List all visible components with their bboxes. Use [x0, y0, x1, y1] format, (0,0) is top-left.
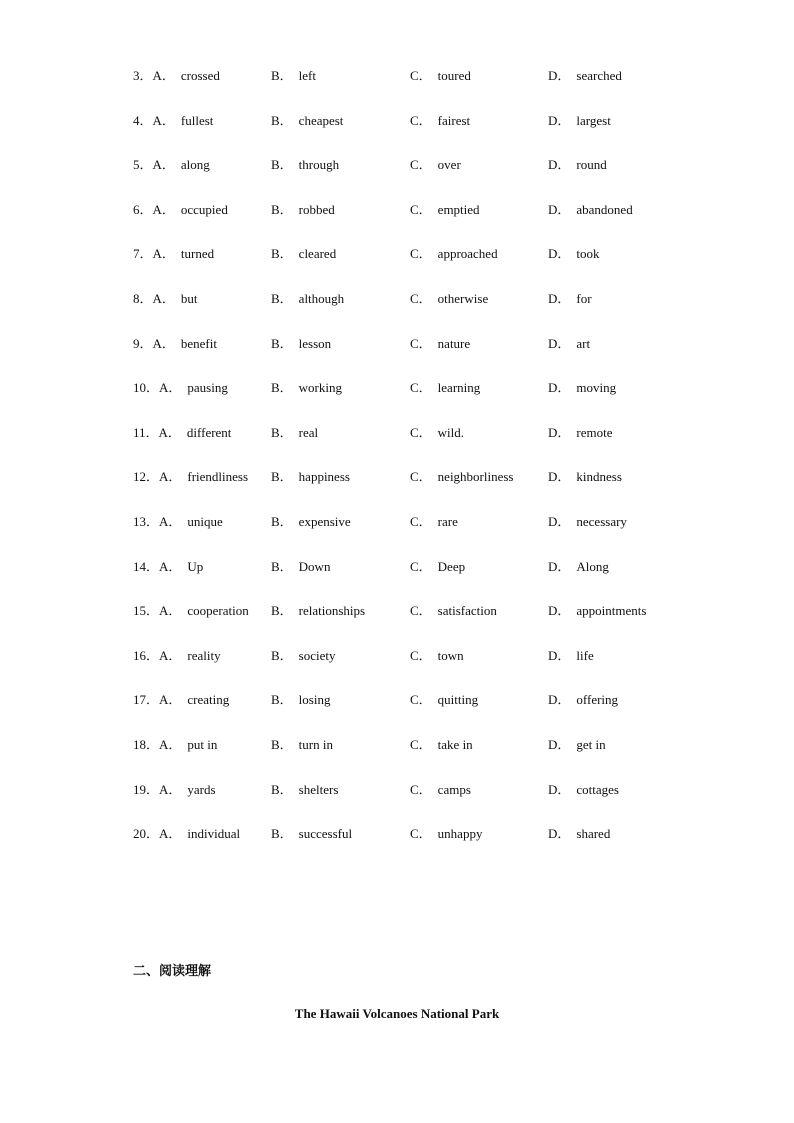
- option-a-text: along: [180, 157, 210, 173]
- section-heading: 二、阅读理解: [133, 964, 212, 979]
- option-c-label: C．: [410, 112, 432, 128]
- question-row: [133, 780, 753, 825]
- option-a: [133, 512, 223, 532]
- option-c-text: over: [437, 157, 461, 173]
- option-c-text: toured: [437, 68, 471, 83]
- option-b-text: happiness: [298, 469, 350, 485]
- option-a: [133, 824, 240, 844]
- option-d: [548, 378, 616, 398]
- option-d: [548, 690, 618, 710]
- question-row: [133, 646, 753, 691]
- option-d-label: D．: [548, 781, 571, 797]
- option-d: [548, 780, 619, 800]
- option-b-label: B．: [271, 736, 293, 752]
- option-b-label: B．: [271, 603, 293, 619]
- option-c: [410, 423, 464, 443]
- option-b-text: Down: [298, 558, 331, 574]
- option-b-label: B．: [271, 692, 293, 708]
- option-c-text: learning: [437, 380, 481, 396]
- option-b-text: shelters: [298, 781, 339, 797]
- question-row: [133, 289, 753, 334]
- option-a: [133, 289, 198, 309]
- option-a: [133, 601, 249, 621]
- option-b: [271, 690, 330, 710]
- option-a-text: yards: [187, 781, 216, 797]
- option-d-label: D．: [548, 290, 571, 306]
- option-b: [271, 423, 318, 443]
- option-b: [271, 111, 343, 131]
- option-a-label: 6．A．: [133, 201, 175, 217]
- option-a-label: 3．A．: [133, 68, 175, 83]
- option-b-text: losing: [298, 692, 331, 708]
- option-d: [548, 66, 622, 86]
- option-a-label: 13．A．: [133, 513, 182, 529]
- option-b-label: B．: [271, 112, 293, 128]
- option-d-text: searched: [576, 68, 622, 83]
- option-b-text: expensive: [298, 513, 351, 529]
- option-c: [410, 155, 461, 175]
- option-a-label: 12．A．: [133, 469, 182, 485]
- option-c-label: C．: [410, 736, 432, 752]
- option-b: [271, 824, 352, 844]
- option-c: [410, 780, 471, 800]
- option-d-text: offering: [576, 692, 619, 708]
- option-c: [410, 467, 514, 487]
- option-d-label: D．: [548, 558, 571, 574]
- option-b-label: B．: [271, 424, 293, 440]
- option-d-label: D．: [548, 424, 571, 440]
- option-b-text: cleared: [298, 246, 337, 262]
- option-a-label: 18．A．: [133, 736, 182, 752]
- option-c-text: wild.: [437, 424, 465, 440]
- option-b-label: B．: [271, 290, 293, 306]
- option-c: [410, 244, 498, 264]
- option-d-text: took: [576, 246, 600, 262]
- option-a-label: 17．A．: [133, 692, 182, 708]
- option-d-text: round: [576, 157, 607, 173]
- option-b-text: relationships: [298, 603, 366, 619]
- option-c-text: unhappy: [437, 826, 483, 842]
- option-c-label: C．: [410, 68, 432, 83]
- option-a-label: 7．A．: [133, 246, 175, 262]
- option-a: [133, 423, 231, 443]
- option-d: [548, 111, 611, 131]
- option-c-text: fairest: [437, 112, 471, 128]
- option-c: [410, 824, 482, 844]
- option-b-text: left: [298, 68, 316, 83]
- option-c-label: C．: [410, 157, 432, 173]
- option-c-label: C．: [410, 201, 432, 217]
- question-row: [133, 601, 753, 646]
- option-a-label: 19．A．: [133, 781, 182, 797]
- option-d: [548, 646, 594, 666]
- option-d: [548, 423, 612, 443]
- option-a: [133, 334, 217, 354]
- option-d: [548, 289, 592, 309]
- option-d-label: D．: [548, 692, 571, 708]
- option-d-text: cottages: [576, 781, 619, 797]
- option-c-label: C．: [410, 603, 432, 619]
- option-b: [271, 646, 336, 666]
- option-b-text: successful: [298, 826, 353, 842]
- question-row: [133, 423, 753, 468]
- option-d: [548, 334, 590, 354]
- option-a: [133, 467, 248, 487]
- option-a-label: 5．A．: [133, 157, 175, 173]
- option-c: [410, 378, 480, 398]
- option-a-label: 8．A．: [133, 290, 175, 306]
- option-a-text: fullest: [180, 112, 214, 128]
- option-b: [271, 512, 351, 532]
- option-d-label: D．: [548, 335, 571, 351]
- question-row: [133, 244, 753, 289]
- option-d: [548, 467, 622, 487]
- option-c: [410, 646, 464, 666]
- option-c-text: otherwise: [437, 290, 489, 306]
- question-row: [133, 378, 753, 423]
- option-b: [271, 557, 330, 577]
- option-c-label: C．: [410, 781, 432, 797]
- option-c: [410, 512, 458, 532]
- option-c-text: emptied: [437, 201, 480, 217]
- option-c-text: satisfaction: [437, 603, 497, 619]
- option-b-text: real: [298, 424, 319, 440]
- option-d: [548, 824, 610, 844]
- option-a-label: 10．A．: [133, 380, 182, 396]
- option-d-text: for: [576, 290, 592, 306]
- option-a-label: 9．A．: [133, 335, 175, 351]
- option-c-label: C．: [410, 469, 432, 485]
- option-c-label: C．: [410, 692, 432, 708]
- option-d-text: life: [576, 647, 594, 663]
- question-row: [133, 467, 753, 512]
- option-d-label: D．: [548, 157, 571, 173]
- question-row: [133, 111, 753, 156]
- option-d-text: largest: [576, 112, 611, 128]
- option-a-text: occupied: [180, 201, 228, 217]
- option-b: [271, 289, 344, 309]
- option-d-label: D．: [548, 380, 571, 396]
- option-b-label: B．: [271, 558, 293, 574]
- option-d: [548, 735, 606, 755]
- option-b: [271, 378, 342, 398]
- question-row: [133, 200, 753, 245]
- option-b-label: B．: [271, 513, 293, 529]
- option-d-label: D．: [548, 68, 571, 83]
- option-a-text: Up: [187, 558, 204, 574]
- option-a: [133, 557, 203, 577]
- option-c-label: C．: [410, 290, 432, 306]
- option-b-label: B．: [271, 201, 293, 217]
- option-a-label: 11．A．: [133, 424, 181, 440]
- option-c-text: town: [437, 647, 464, 663]
- option-d-text: moving: [576, 380, 617, 396]
- option-d: [548, 200, 633, 220]
- option-b-text: although: [298, 290, 345, 306]
- question-row: [133, 512, 753, 557]
- option-d-label: D．: [548, 603, 571, 619]
- option-c-text: neighborliness: [437, 469, 514, 485]
- option-a-label: 14．A．: [133, 558, 182, 574]
- option-c-text: quitting: [437, 692, 479, 708]
- option-d-label: D．: [548, 647, 571, 663]
- option-a-text: but: [180, 290, 198, 306]
- option-b: [271, 66, 316, 86]
- option-c-label: C．: [410, 826, 432, 842]
- option-b: [271, 467, 350, 487]
- option-c-text: camps: [437, 781, 471, 797]
- option-a-text: creating: [187, 692, 230, 708]
- option-b-label: B．: [271, 68, 293, 83]
- option-a-text: crossed: [180, 68, 220, 83]
- option-d-text: Along: [576, 558, 609, 574]
- option-d-label: D．: [548, 826, 571, 842]
- option-b-text: through: [298, 157, 340, 173]
- option-d-text: necessary: [576, 513, 627, 529]
- option-a-text: friendliness: [187, 469, 249, 485]
- option-b: [271, 244, 336, 264]
- option-d: [548, 244, 600, 264]
- option-c-label: C．: [410, 513, 432, 529]
- option-c-text: take in: [437, 736, 473, 752]
- option-c: [410, 111, 470, 131]
- question-row: [133, 690, 753, 735]
- option-a: [133, 111, 213, 131]
- option-b-label: B．: [271, 246, 293, 262]
- option-b-label: B．: [271, 826, 293, 842]
- option-c-text: approached: [437, 246, 498, 262]
- option-a: [133, 690, 229, 710]
- option-a-label: 16．A．: [133, 647, 182, 663]
- option-a: [133, 780, 216, 800]
- option-b-label: B．: [271, 469, 293, 485]
- option-a-text: pausing: [187, 380, 228, 396]
- option-a-text: turned: [180, 246, 215, 262]
- option-c-text: rare: [437, 513, 458, 529]
- option-a: [133, 378, 228, 398]
- option-c: [410, 690, 478, 710]
- option-a-text: different: [186, 424, 232, 440]
- option-d-label: D．: [548, 513, 571, 529]
- question-row: [133, 334, 753, 379]
- option-a-label: 20．A．: [133, 826, 182, 842]
- option-a: [133, 66, 220, 86]
- cloze-options-list: [133, 66, 753, 869]
- option-d: [548, 557, 609, 577]
- option-b-text: cheapest: [298, 112, 344, 128]
- option-b-label: B．: [271, 647, 293, 663]
- option-c: [410, 200, 480, 220]
- question-row: [133, 735, 753, 780]
- option-a-label: 4．A．: [133, 112, 175, 128]
- option-c-text: nature: [437, 335, 471, 351]
- option-d: [548, 601, 646, 621]
- option-a-text: unique: [187, 513, 223, 529]
- question-row: [133, 824, 753, 869]
- option-d-text: appointments: [576, 603, 647, 619]
- option-d: [548, 155, 607, 175]
- option-c-label: C．: [410, 558, 432, 574]
- option-c: [410, 289, 488, 309]
- option-d-text: kindness: [576, 469, 622, 485]
- option-d-label: D．: [548, 246, 571, 262]
- option-a-text: cooperation: [187, 603, 249, 619]
- option-c-label: C．: [410, 424, 432, 440]
- option-d-label: D．: [548, 112, 571, 128]
- option-b-label: B．: [271, 781, 293, 797]
- passage-title: The Hawaii Volcanoes National Park: [294, 1006, 500, 1021]
- option-a-text: put in: [187, 736, 218, 752]
- option-b-text: turn in: [298, 736, 333, 752]
- option-d-text: remote: [576, 424, 613, 440]
- option-b: [271, 601, 365, 621]
- option-c-label: C．: [410, 647, 432, 663]
- option-a: [133, 200, 228, 220]
- option-c: [410, 557, 465, 577]
- option-a-text: reality: [187, 647, 221, 663]
- option-d-text: shared: [576, 826, 611, 842]
- option-d: [548, 512, 627, 532]
- option-c-text: Deep: [437, 558, 466, 574]
- option-c: [410, 66, 471, 86]
- option-b: [271, 334, 331, 354]
- option-c: [410, 735, 473, 755]
- option-b-label: B．: [271, 380, 293, 396]
- option-b-label: B．: [271, 157, 293, 173]
- option-d-label: D．: [548, 201, 571, 217]
- option-b: [271, 155, 339, 175]
- option-c-label: C．: [410, 246, 432, 262]
- option-a-label: 15．A．: [133, 603, 182, 619]
- question-row: [133, 155, 753, 200]
- option-c-label: C．: [410, 335, 432, 351]
- option-b-text: working: [298, 380, 343, 396]
- option-b: [271, 200, 335, 220]
- option-a: [133, 735, 217, 755]
- option-c-label: C．: [410, 380, 432, 396]
- option-a-text: benefit: [180, 335, 217, 351]
- option-b-text: robbed: [298, 201, 335, 217]
- option-c: [410, 334, 470, 354]
- option-a: [133, 646, 221, 666]
- option-a: [133, 155, 210, 175]
- option-b-text: society: [298, 647, 336, 663]
- question-row: [133, 557, 753, 602]
- option-b: [271, 735, 333, 755]
- question-row: [133, 66, 753, 111]
- option-a: [133, 244, 214, 264]
- option-c: [410, 601, 497, 621]
- option-d-text: art: [576, 335, 591, 351]
- option-d-label: D．: [548, 469, 571, 485]
- option-b-label: B．: [271, 335, 293, 351]
- option-d-text: get in: [576, 736, 606, 752]
- option-d-text: abandoned: [576, 201, 633, 217]
- option-d-label: D．: [548, 736, 571, 752]
- option-a-text: individual: [187, 826, 241, 842]
- option-b-text: lesson: [298, 335, 332, 351]
- option-b: [271, 780, 338, 800]
